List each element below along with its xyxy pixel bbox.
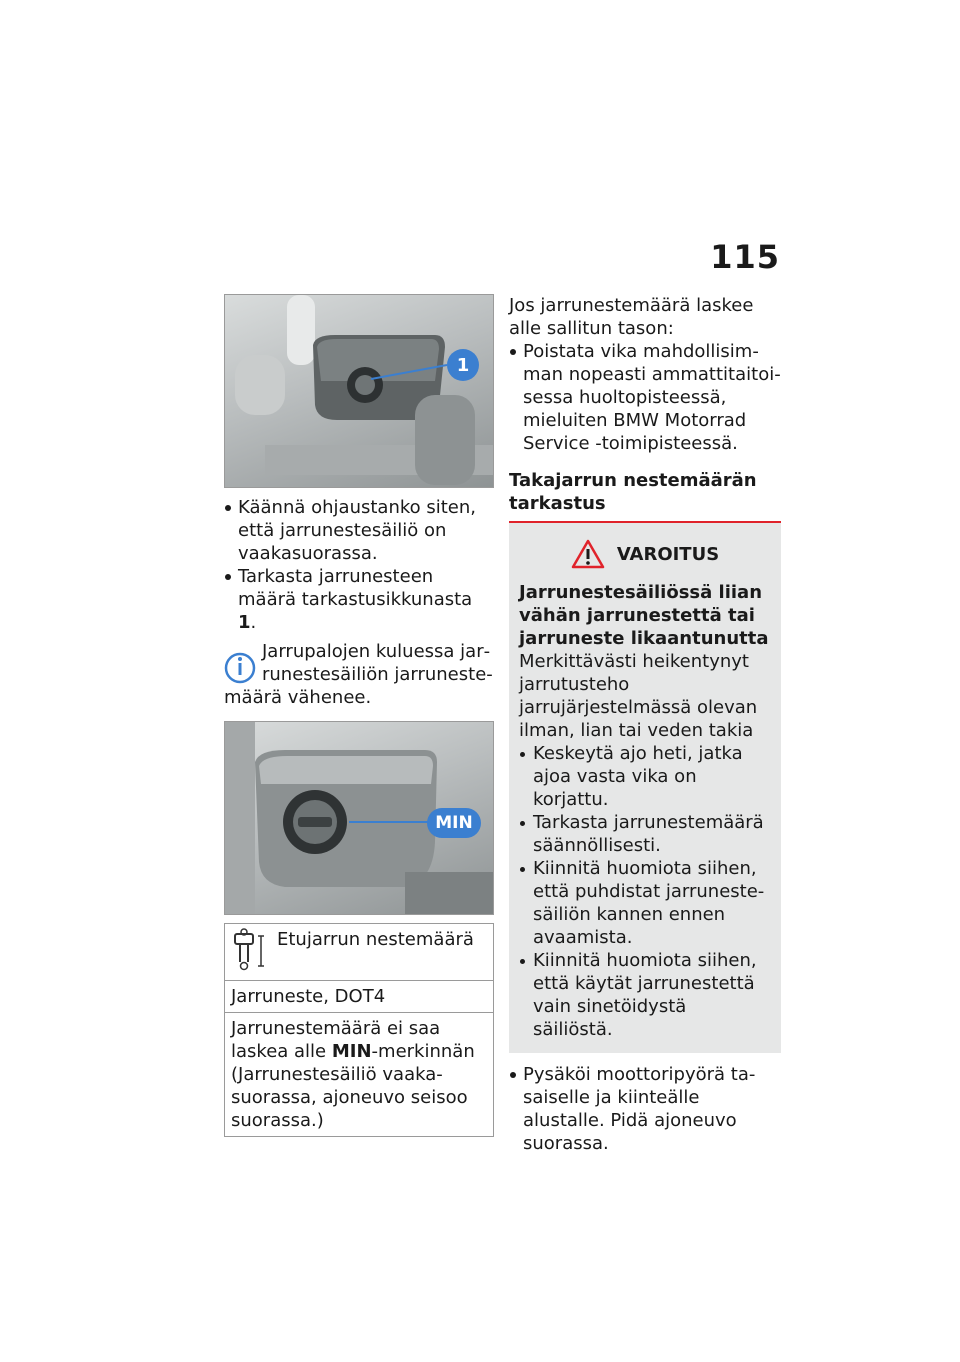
brake-reservoir-illustration [225,295,493,487]
warning-text: Merkittävästi heikentynyt jarrutusteho jarrujärjestelmässä olevan ilman, lian tai veden takia [519,651,758,741]
callout-marker-1: 1 [447,349,479,381]
min-mark-photo [224,721,494,915]
spec-table [224,923,494,1137]
bullet-turn-handlebar: Käännä ohjaustanko siten, että jarrunestesäiliö on vaakasuorassa. [224,496,494,565]
info-text: Jarrupalojen kuluessa jarrunestesäiliön jarrunestemäärä vähenee. [224,641,493,708]
callout-marker-min: MIN [427,808,481,838]
spec-row-fluid: Jarruneste, DOT4 [225,980,493,1012]
brake-reservoir-photo [224,294,494,488]
warning-bullet-check: Tarkasta jarrunestemäärä säännöllisesti. [519,811,771,857]
warning-bullet-clean: Kiinnitä huomiota siihen, että puhdistat jarrunestesäiliön kannen ennen avaamista. [519,857,771,949]
left-column [224,294,494,1137]
warning-box [509,523,781,1053]
spec-row-min: Jarrunestemäärä ei saa laskea alle MIN-merkinnän (Jarrunestesäiliö vaakasuorassa, ajoneuvo seisoo suorassa.) [225,1012,493,1136]
info-note [224,640,494,709]
warning-title: Jarrunestesäiliössä liian vähän jarrunestettä tai jarruneste likaantunutta [519,582,769,649]
bullet-check-level: Tarkasta jarrunesteen määrä tarkastusikkunasta 1. [224,565,494,634]
intro-text: Jos jarrunestemäärä laskee alle sallitun tason: [509,295,754,339]
warning-triangle-icon [571,539,605,569]
bullet-repair: Poistata vika mahdollisimman nopeasti ammattitaitoisessa huoltopisteessä, mieluiten BMW Motorrad Service -toimipisteessä. [509,340,781,455]
right-column [509,294,781,1155]
section-heading: Takajarrun nestemäärän tarkastus [509,470,757,514]
warning-label: VAROITUS [616,543,720,565]
page-number: 115 [710,238,780,276]
warning-bullet-sealed: Kiinnitä huomiota siihen, että käytät jarrunestettä vain sinetöidystä säiliöstä. [519,949,771,1041]
spec-header-text: Etujarrun nestemäärä [277,929,474,950]
warning-bullet-stop: Keskeytä ajo heti, jatka ajoa vasta vika on korjattu. [519,742,771,811]
fluid-level-icon [231,928,267,972]
bullet-park: Pysäköi moottoripyörä tasaiselle ja kiinteälle alustalle. Pidä ajoneuvo suorassa. [509,1063,781,1155]
info-icon [224,640,258,686]
warning-header [519,539,771,569]
spec-header [225,924,493,980]
